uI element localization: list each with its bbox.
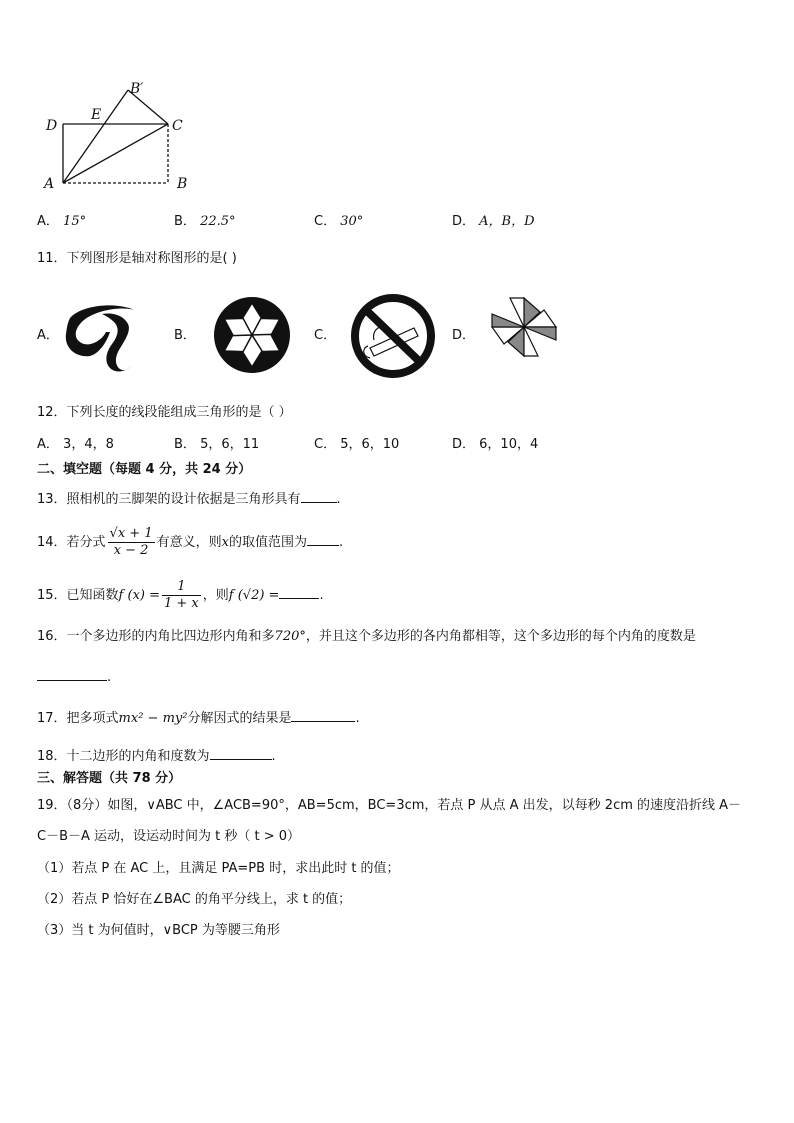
q11-option-c[interactable]: C． [314,328,337,343]
q15: 15．已知函数f (x) = $\frac{1}{1 + x}$ ，则f (√2) = . [37,579,324,611]
q14-answer-blank[interactable] [307,531,339,546]
q19-line2: C－B－A 运动，设运动时间为 t 秒（ t > 0） [37,829,301,844]
q10-option-b[interactable]: B． 22.5° [174,214,236,229]
q12-stem: 12．下列长度的线段能组成三角形的是（ ） [37,405,292,420]
q11-option-b[interactable]: B． [174,328,196,343]
q11-stem: 11．下列图形是轴对称图形的是( ) [37,251,237,266]
q12-option-d[interactable]: D． 6，10，4 [452,437,539,452]
no-smoking-icon [348,292,438,380]
q12-option-b[interactable]: B． 5，6，11 [174,437,260,452]
q19-sub3: （3）当 t 为何值时，∨BCP 为等腰三角形 [37,923,280,938]
q18: 18．十二边形的内角和度数为 . [37,745,276,766]
telecom-logo-icon [62,296,138,374]
q15-answer-blank[interactable] [279,584,319,599]
q16-answer-line: . [37,666,111,687]
label-a: A [44,176,55,192]
q19-sub2: （2）若点 P 恰好在∠BAC 的角平分线上，求 t 的值； [37,892,352,907]
q11-option-a[interactable]: A． [37,328,59,343]
q12-option-a[interactable]: A． 3，4，8 [37,437,114,452]
q11-option-d[interactable]: D． [452,328,476,343]
q19-sub1: （1）若点 P 在 AC 上，且满足 PA=PB 时，求出此时 t 的值； [37,861,400,876]
label-c: C [172,118,183,134]
q10-option-a[interactable]: A． 15° [37,214,87,229]
q13: 13．照相机的三脚架的设计依据是三角形具有 . [37,488,341,509]
q19-line1: 19．（8分）如图，∨ABC 中，∠ACB=90°，AB=5cm，BC=3cm，若点 P 从点 A 出发，以每秒 2cm 的速度沿折线 A－ [37,798,742,813]
label-b-prime: B′ [130,81,144,97]
q17-answer-blank[interactable] [291,707,355,722]
section-solve-heading: 三、解答题（共 78 分） [37,771,182,786]
q10-figure [38,78,198,196]
q16: 16．一个多边形的内角比四边形内角和多720°，并且这个多边形的各内角都相等，这个多边形的每个内角的度数是 [37,629,696,644]
flower-circle-icon [212,295,292,375]
q13-answer-blank[interactable] [301,488,337,503]
q18-answer-blank[interactable] [210,745,272,760]
label-d: D [46,118,58,134]
pinwheel-icon [488,294,560,360]
q14: 14．若分式 $\frac{√x + 1}{x - 2}$ 有意义，则x的取值范围为 . [37,526,344,558]
q10-option-d[interactable]: D． A，B，D [452,214,535,229]
label-b: B [177,176,188,192]
q10-option-c[interactable]: C． 30° [314,214,364,229]
q14-fraction: $\frac{√x + 1}{x - 2}$ [109,526,153,558]
q12-option-c[interactable]: C． 5，6，10 [314,437,400,452]
q16-answer-blank[interactable] [37,666,107,681]
q15-fraction: $\frac{1}{1 + x}$ [164,579,199,611]
section-fill-in-heading: 二、填空题（每题 4 分，共 24 分） [37,462,252,477]
q17: 17．把多项式mx² − my²分解因式的结果是 . [37,707,360,728]
label-e: E [91,107,102,123]
